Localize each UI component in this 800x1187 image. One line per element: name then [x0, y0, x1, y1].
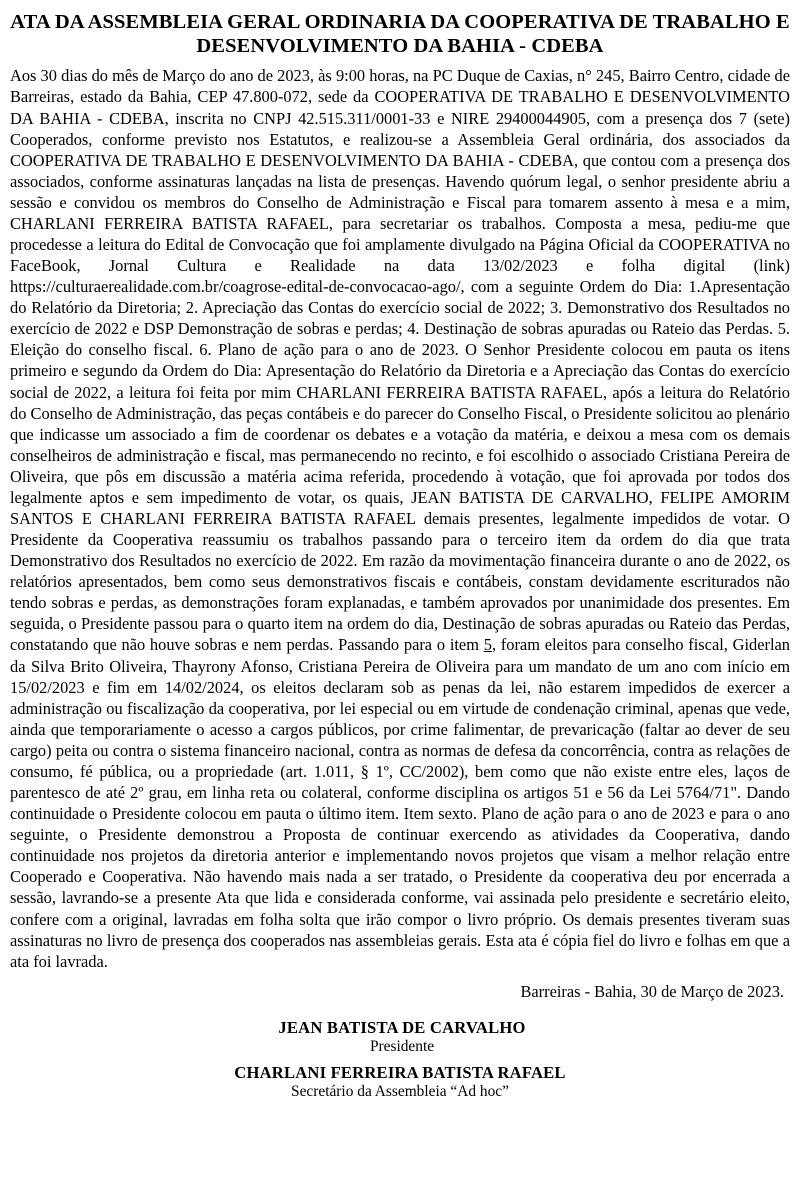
signature-role: Secretário da Assembleia “Ad hoc”	[291, 1083, 509, 1101]
document-body: Aos 30 dias do mês de Março do ano de 2023, às 9:00 horas, na PC Duque de Caxias, n° 245, Bairro Centro, cidade de Barreiras, estado da Bahia, CEP 47.800-072, sede da COOPERATIVA DE TRABALHO E DESENVOLVIMENTO DA BAHIA - CDEBA, inscrita no CNPJ 42.515.311/0001-33 e NIRE 29400044905, com a presença dos 7 (sete) Cooperados, conforme previsto nos Estatutos, e realizou-se a Assembleia Geral ordinária, dos associados da COOPERATIVA DE TRABALHO E DESENVOLVIMENTO DA BAHIA - CDEBA, que contou com a presença dos associados, conforme assinaturas lançadas na lista de presenças. Havendo quórum legal, o senhor presidente abriu a sessão e convidou os membros do Conselho de Administração e Fiscal para tomarem assento à mesa e a mim, CHARLANI FERREIRA BATISTA RAFAEL, para secretariar os trabalhos. Composta a mesa, pediu-me que procedesse a leitura do Edital de Convocação que foi amplamente divulgado na Página Oficial da COOPERATIVA no FaceBook, Jornal Cultura e Realidade na data 13/02/2023 e folha digital (link) https://culturaerealidade.com.br/coagrose-edital-de-convocacao-ago/, com a seguinte Ordem do Dia: 1.Apresentação do Relatório da Diretoria; 2. Apreciação das Contas do exercício social de 2022; 3. Demonstrativo dos Resultados no exercício de 2022 e DSP Demonstração de sobras e perdas; 4. Destinação de sobras apuradas ou Rateio das Perdas. 5. Eleição do conselho fiscal. 6. Plano de ação para o ano de 2023. O Senhor Presidente colocou em pauta os itens primeiro e segundo da Ordem do Dia: Apresentação do Relatório da Diretoria e a Apreciação das Contas do exercício social de 2022, a leitura foi feita por mim CHARLANI FERREIRA BATISTA RAFAEL, após a leitura do Relatório do Conselho de Administração, das peças contábeis e do parecer do Conselho Fiscal, o Presidente solicitou ao plenário que indicasse um associado a fim de coordenar os debates e a votação da matéria, e deixou a mesa com os demais conselheiros de administração e fiscal, mas permanecendo no recinto, e foi escolhido o associado Cristiana Pereira de Oliveira, que pôs em discussão a matéria acima referida, procedendo à votação, que foi aprovada por todos dos legalmente aptos e sem impedimento de votar, os quais, JEAN BATISTA DE CARVALHO, FELIPE AMORIM SANTOS E CHARLANI FERREIRA BATISTA RAFAEL demais presentes, legalmente impedidos de votar. O Presidente da Cooperativa reassumiu os trabalhos passando para o terceiro item da ordem do dia que trata Demonstrativo dos Resultados no exercício de 2022. Em razão da movimentação financeira durante o ano de 2022, os relatórios apresentados, bem como seus demonstrativos fiscais e contábeis, constam devidamente escriturados não tendo sobras e perdas, as demonstrações foram explanadas, e também aprovados por unanimidade dos presentes. Em seguida, o Presidente passou para o quarto item na ordem do dia, Destinação de sobras apuradas ou Rateio das Perdas, constatando que não houve sobras e nem perdas. Passando para o item 5, foram eleitos para conselho fiscal, Giderlan da Silva Brito Oliveira, Thayrony Afonso, Cristiana Pereira de Oliveira para um mandato de um ano com início em 15/02/2023 e fim em 14/02/2024, os eleitos declaram sob as penas da lei, não estarem impedidos de exercer a administração ou fiscalização da cooperativa, por lei especial ou em virtude de condenação criminal, apenas que vede, ainda que temporariamente o acesso a cargos públicos, por crime falimentar, de prevaricação (faltar ao dever de seu cargo) peita ou contra o sistema financeiro nacional, contra as normas de defesa da concorrência, contra as relações de consumo, fé pública, ou a propriedade (art. 1.011, § 1º, CC/2002), bem como que não existe entre eles, laços de parentesco de até 2º grau, em linha reta ou colateral, conforme disciplina os artigos 51 e 56 da Lei 5764/71". Dando continuidade o Presidente colocou em pauta o último item. Item sexto. Plano de ação para o ano de 2023 e para o ano seguinte, o Presidente demonstrou a Proposta de continuar exercendo as atividades da Cooperativa, dando continuidade nos projetos da diretoria anterior e implementando novos projetos que visam a melhor relação entre Cooperado e Cooperativa. Não havendo mais nada a ser tratado, o Presidente da cooperativa deu por encerrada a sessão, lavrando-se a presente Ata que lida e considerada conforme, vai assinada pelo presidente e secretário eleito, confere com a original, lavradas em folha solta que irão compor o livro próprio. Os demais presentes tiveram suas assinaturas no livro de presença dos cooperados nas assembleias gerais. Esta ata é cópia fiel do livro e folhas em que a ata foi lavrada.	[10, 66, 790, 971]
signature-name: CHARLANI FERREIRA BATISTA RAFAEL	[234, 1063, 566, 1083]
signature-name: JEAN BATISTA DE CARVALHO	[278, 1017, 526, 1037]
document-title: ATA DA ASSEMBLEIA GERAL ORDINARIA DA COOPERATIVA DE TRABALHO E DESENVOLVIMENTO DA BAHIA - CDEBA	[10, 11, 790, 58]
closing-place-date: Barreiras - Bahia, 30 de Março de 2023.	[520, 981, 784, 1001]
signature-area	[10, 1018, 790, 1102]
signature-role: Presidente	[369, 1037, 435, 1055]
signature-block-secretary	[10, 1063, 790, 1101]
signature-block-president	[10, 1018, 790, 1056]
